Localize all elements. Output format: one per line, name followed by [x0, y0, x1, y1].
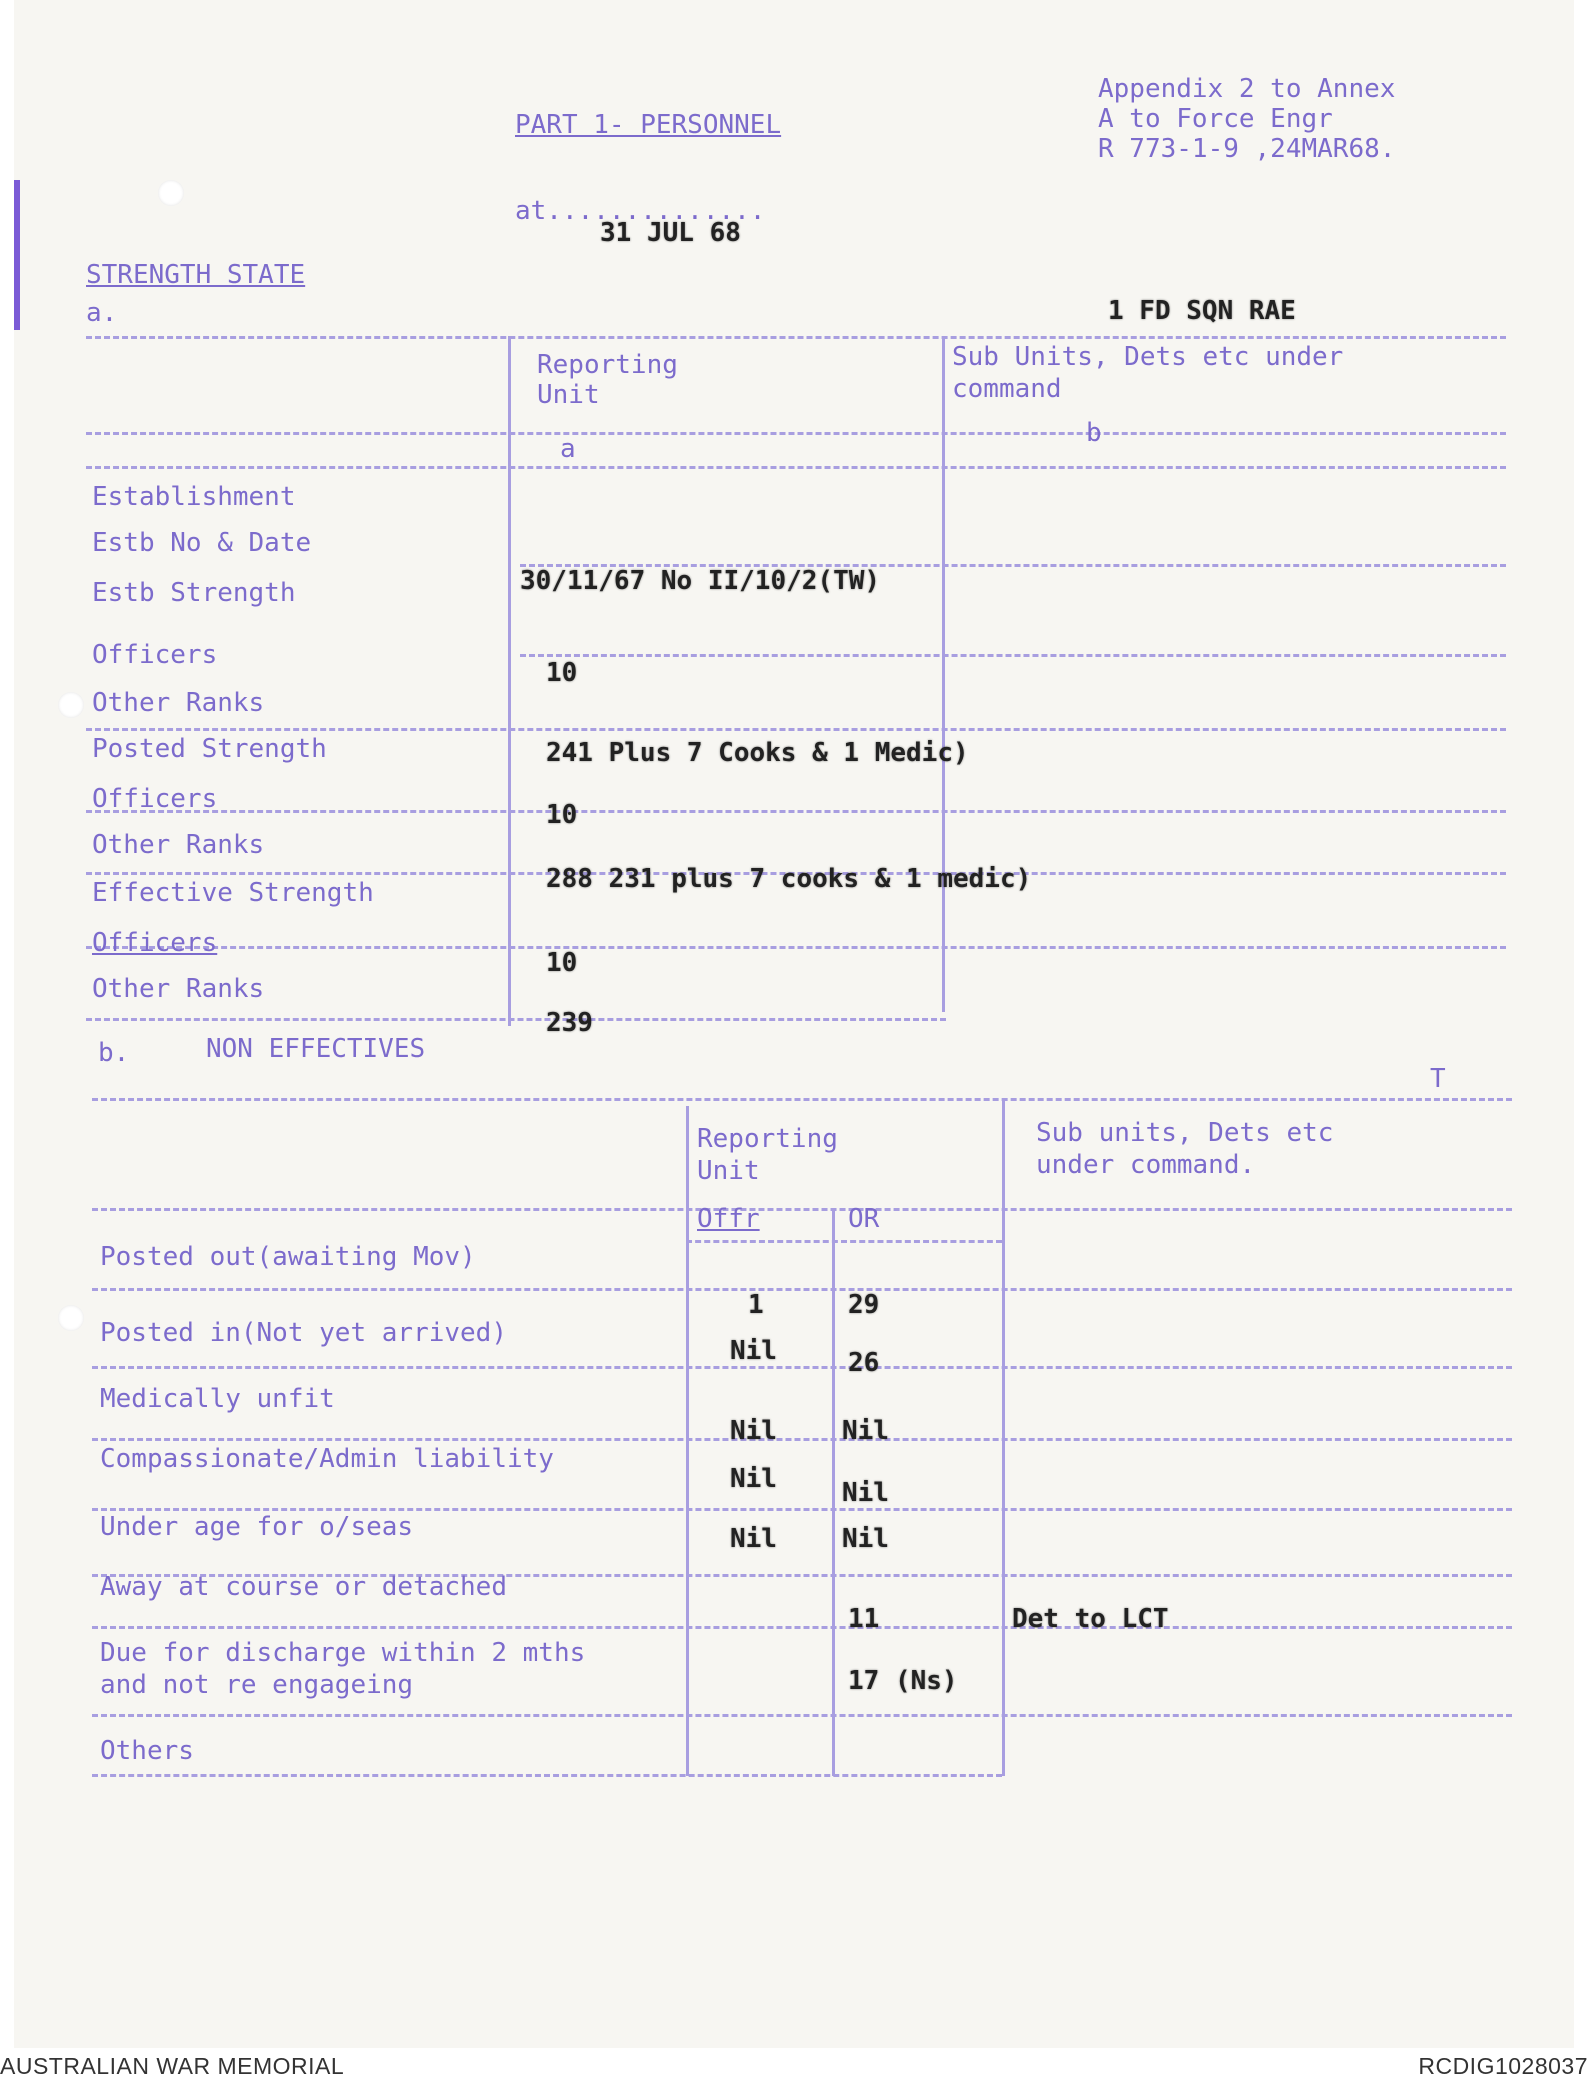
row-label: Posted out(awaiting Mov): [100, 1242, 476, 1272]
row-offr: Nil: [730, 1464, 777, 1494]
rule: [92, 1626, 1512, 1629]
col-sub-units: Sub units, Dets etc: [1036, 1118, 1334, 1148]
punch-hole: [158, 180, 184, 206]
row-value: 241 Plus 7 Cooks & 1 Medic): [546, 738, 969, 768]
row-or: Nil: [842, 1416, 889, 1446]
rule: [86, 946, 1506, 949]
rule: [92, 1508, 1512, 1511]
rule: [92, 1208, 1512, 1211]
rule: [520, 654, 1506, 657]
section-b-label: b.: [98, 1038, 130, 1068]
row-value: 288 231 plus 7 cooks & 1 medic): [546, 864, 1032, 894]
row-value: 239: [546, 1008, 593, 1038]
col-or: OR: [848, 1204, 880, 1234]
col-sub-units-line2: command: [952, 374, 1062, 404]
col-divider: [942, 336, 945, 1012]
row-label: Establishment: [92, 482, 296, 512]
col-key-b: b: [1086, 418, 1102, 448]
row-label: Posted in(Not yet arrived): [100, 1318, 507, 1348]
rule: [86, 432, 1506, 435]
col-sub-units-line2: under command.: [1036, 1150, 1256, 1180]
row-value: 10: [546, 800, 578, 830]
row-value: 10: [546, 948, 578, 978]
row-or: 26: [848, 1348, 880, 1378]
row-label: Medically unfit: [100, 1384, 335, 1414]
col-reporting-unit-line2: Unit: [537, 380, 600, 410]
row-label: Estb Strength: [92, 578, 296, 608]
col-offr: Offr: [697, 1204, 760, 1234]
rule: [92, 1714, 1512, 1717]
col-reporting-unit: Reporting: [537, 350, 678, 380]
rule: [92, 1366, 1512, 1369]
appendix-line-1: Appendix 2 to Annex: [1098, 74, 1396, 104]
rule: [92, 1774, 1002, 1777]
col-reporting-unit-line2: Unit: [697, 1156, 760, 1186]
row-value: 30/11/67 No II/10/2(TW): [520, 566, 881, 596]
footer-source: AUSTRALIAN WAR MEMORIAL: [0, 2053, 345, 2079]
row-label: Others: [100, 1736, 194, 1766]
rule: [686, 1240, 1002, 1243]
row-label: Officers: [92, 928, 218, 958]
col-divider: [508, 336, 511, 1026]
col-divider: [1002, 1100, 1005, 1776]
row-label: Posted Strength: [92, 734, 327, 764]
unit-name: 1 FD SQN RAE: [1108, 296, 1296, 326]
margin-mark: T: [1430, 1064, 1446, 1094]
row-value: 10: [546, 658, 578, 688]
rule: [86, 466, 1506, 469]
row-offr: 1: [748, 1290, 764, 1320]
row-label: Officers: [92, 640, 218, 670]
edge-ink-mark: [14, 180, 20, 330]
at-label: at..............: [515, 196, 766, 226]
rule: [92, 1098, 1512, 1101]
report-date: 31 JUL 68: [600, 218, 741, 248]
row-offr: Nil: [730, 1416, 777, 1446]
section-b-title: NON EFFECTIVES: [206, 1034, 426, 1064]
row-offr: Nil: [730, 1336, 777, 1366]
row-or: Nil: [842, 1478, 889, 1508]
row-or: 11: [848, 1604, 880, 1634]
row-label: Effective Strength: [92, 878, 374, 908]
row-or: Nil: [842, 1524, 889, 1554]
document-page: [14, 0, 1574, 2048]
section-a-label: a.: [86, 298, 118, 328]
row-label: Other Ranks: [92, 688, 265, 718]
col-reporting-unit: Reporting: [697, 1124, 838, 1154]
col-divider: [832, 1208, 835, 1776]
row-label: Other Ranks: [92, 830, 265, 860]
row-label: Under age for o/seas: [100, 1512, 414, 1542]
page-title: PART 1- PERSONNEL: [515, 110, 782, 140]
row-sub: Det to LCT: [1012, 1604, 1169, 1634]
rule: [86, 1018, 946, 1021]
rule: [92, 1288, 1512, 1291]
row-label: Officers: [92, 784, 218, 814]
col-divider: [686, 1106, 689, 1776]
rule: [86, 810, 1506, 813]
row-or: 29: [848, 1290, 880, 1320]
strength-state-heading: STRENGTH STATE: [86, 260, 306, 290]
punch-hole: [58, 1305, 84, 1331]
row-label-line2: and not re engageing: [100, 1670, 414, 1700]
row-label: Other Ranks: [92, 974, 265, 1004]
rule: [92, 1438, 1512, 1441]
rule: [86, 728, 1506, 731]
appendix-line-3: R 773-1-9 ,24MAR68.: [1098, 134, 1396, 164]
row-label: Due for discharge within 2 mths: [100, 1638, 586, 1668]
row-label: Estb No & Date: [92, 528, 312, 558]
row-or: 17 (Ns): [848, 1666, 958, 1696]
row-label: Away at course or detached: [100, 1572, 507, 1602]
col-key-a: a: [560, 434, 576, 464]
row-label: Compassionate/Admin liability: [100, 1444, 554, 1474]
footer-id: RCDIG1028037: [1418, 2053, 1588, 2079]
punch-hole: [58, 692, 84, 718]
row-offr: Nil: [730, 1524, 777, 1554]
appendix-line-2: A to Force Engr: [1098, 104, 1333, 134]
rule: [86, 336, 1506, 339]
col-sub-units: Sub Units, Dets etc under: [952, 342, 1344, 372]
